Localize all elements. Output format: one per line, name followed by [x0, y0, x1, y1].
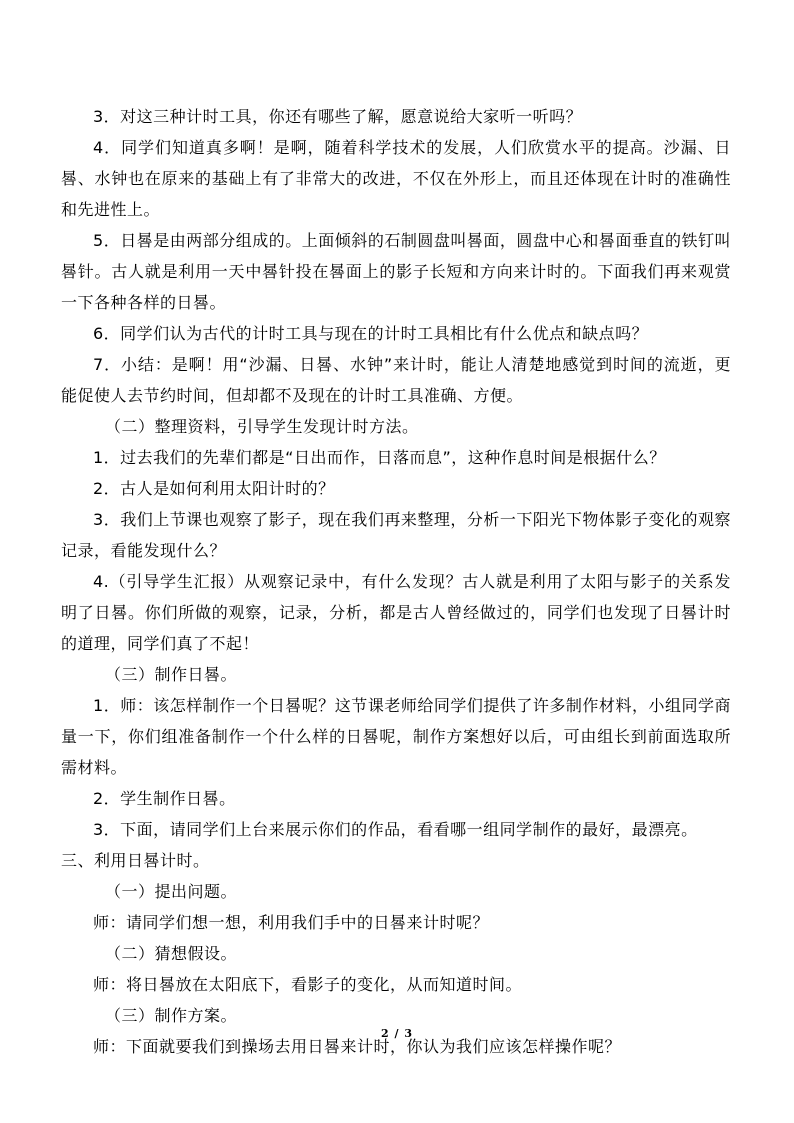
paragraph: 7．小结：是啊！用“沙漏、日晷、水钟”来计时，能让人清楚地感觉到时间的流逝，更能促使人去节约时间，但却都不及现在的计时工具准确、方便。 [61, 355, 731, 405]
section-heading: （三）制作方案。 [105, 1006, 238, 1025]
paragraph: 3．我们上节课也观察了影子，现在我们再来整理，分析一下阳光下物体影子变化的观察记录，看能发现什么？ [61, 510, 731, 560]
paragraph: 师：请同学们想一想，利用我们手中的日晷来计时呢？ [93, 913, 490, 932]
paragraph: 6．同学们认为古代的计时工具与现在的计时工具相比有什么优点和缺点吗？ [93, 324, 649, 343]
section-heading: （一）提出问题。 [105, 882, 238, 901]
paragraph: 3．对这三种计时工具，你还有哪些了解，愿意说给大家听一听吗？ [93, 107, 583, 126]
paragraph: 1．师：该怎样制作一个日晷呢？这节课老师给同学们提供了许多制作材料，小组同学商量一下，你们组准备制作一个什么样的日晷呢，制作方案想好以后，可由组长到前面选取所需材料。 [61, 696, 731, 777]
paragraph: 师：下面就要我们到操场去用日晷来计时，你认为我们应该怎样操作呢？ [93, 1037, 622, 1056]
paragraph: 师：将日晷放在太阳底下，看影子的变化，从而知道时间。 [93, 975, 523, 994]
page-number: 2 / 3 [381, 1027, 413, 1040]
section-heading: （二）猜想假设。 [105, 944, 238, 963]
paragraph: 4．同学们知道真多啊！是啊，随着科学技术的发展，人们欣赏水平的提高。沙漏、日晷、水钟也在原来的基础上有了非常大的改进，不仅在外形上，而且还体现在计时的准确性和先进性上。 [61, 138, 731, 219]
paragraph: 5．日晷是由两部分组成的。上面倾斜的石制圆盘叫晷面，圆盘中心和晷面垂直的铁钉叫晷针。古人就是利用一天中晷针投在晷面上的影子长短和方向来计时的。下面我们再来观赏一下各种各样的日晷。 [61, 231, 731, 312]
paragraph: 3．下面，请同学们上台来展示你们的作品，看看哪一组同学制作的最好，最漂亮。 [93, 820, 698, 839]
chapter-heading: 三、利用日晷计时。 [61, 851, 210, 870]
paragraph: 2．学生制作日晷。 [93, 789, 236, 808]
section-heading: （二）整理资料，引导学生发现计时方法。 [105, 417, 419, 436]
section-heading: （三）制作日晷。 [105, 665, 238, 684]
paragraph: 2．古人是如何利用太阳计时的？ [93, 479, 335, 498]
document-body [61, 101, 731, 1062]
paragraph: 1．过去我们的先辈们都是“日出而作，日落而息”，这种作息时间是根据什么？ [93, 448, 666, 467]
paragraph: 4.（引导学生汇报）从观察记录中，有什么发现？古人就是利用了太阳与影子的关系发明了日晷。你们所做的观察，记录，分析，都是古人曾经做过的，同学们也发现了日晷计时的道理，同学们真了不起！ [61, 572, 731, 653]
